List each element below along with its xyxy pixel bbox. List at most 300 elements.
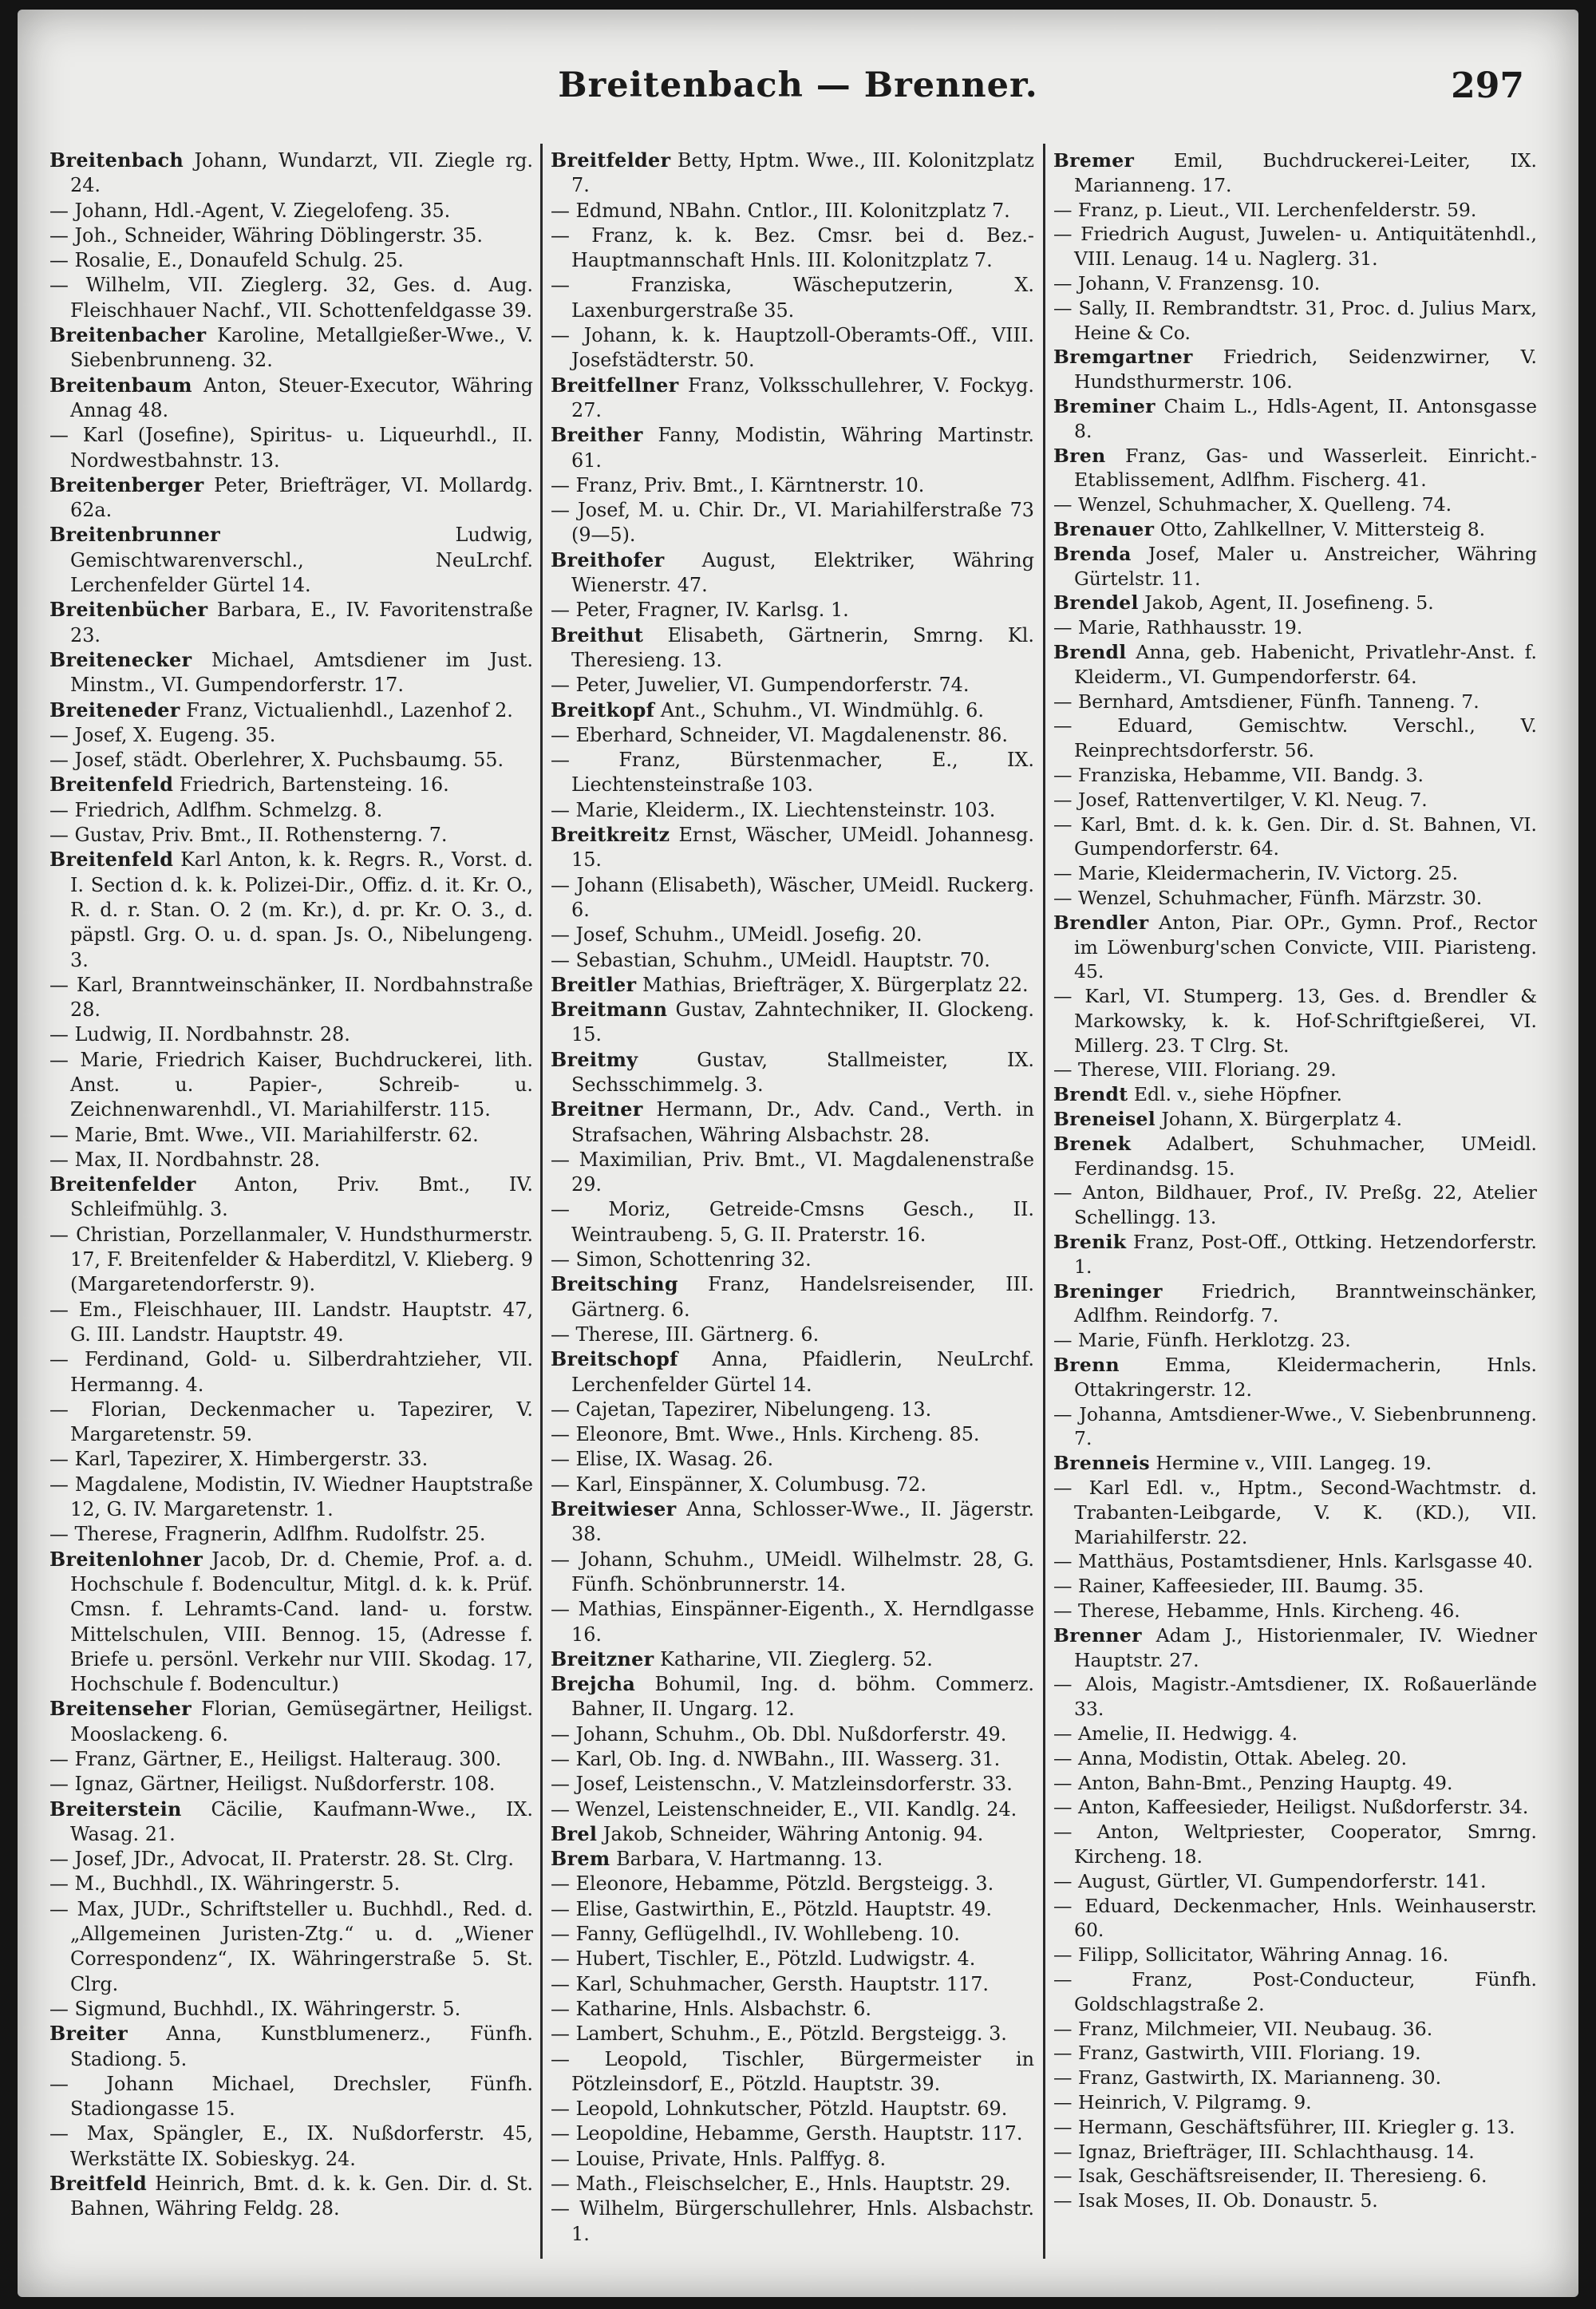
directory-entry <box>1053 1623 1537 1673</box>
directory-entry <box>551 1247 1034 1272</box>
directory-entry <box>1053 148 1537 198</box>
directory-entry <box>551 1347 1034 1398</box>
entry-text: — Johann, k. k. Hauptzoll-Oberamts-Off., VIII. Josefstädterstr. 50. <box>551 324 1034 372</box>
directory-entry <box>1053 640 1537 690</box>
directory-entry <box>551 2172 1034 2196</box>
directory-entry <box>551 1972 1034 1997</box>
entry-text: Jakob, Schneider, Währing Antonig. 94. <box>602 1822 984 1845</box>
directory-entry <box>1053 394 1537 444</box>
entry-surname: Breitenbaum <box>49 374 192 397</box>
directory-entry <box>49 2072 533 2122</box>
directory-entry <box>551 1722 1034 1747</box>
entry-text: Barbara, E., IV. Favoritenstraße 23. <box>70 599 533 646</box>
directory-entry <box>1053 1967 1537 2017</box>
entry-text: — Heinrich, V. Pilgramg. 9. <box>1053 2090 1312 2113</box>
directory-entry <box>49 648 533 698</box>
entry-text: — Filipp, Sollicitator, Währing Annag. 16. <box>1053 1943 1449 1967</box>
entry-text: — Franz, Gärtner, E., Heiligst. Halteraug. 300. <box>49 1748 502 1770</box>
directory-entry <box>551 1997 1034 2022</box>
directory-entry <box>49 598 533 648</box>
entry-text: — Franz, Gastwirth, IX. Marianneng. 30. <box>1053 2066 1442 2090</box>
entry-text: — M., Buchhdl., IX. Währingerstr. 5. <box>49 1872 401 1896</box>
directory-entry <box>1053 2066 1537 2090</box>
directory-entry <box>1053 1402 1537 1452</box>
entry-text: — Franziska, Wäscheputzerin, X. Laxenburgerstraße 35. <box>551 274 1034 322</box>
entry-text: — Rainer, Kaffeesieder, III. Baumg. 35. <box>1053 1575 1424 1598</box>
entry-text: — Max, II. Nordbahnstr. 28. <box>49 1148 321 1171</box>
directory-entry <box>49 1772 533 1797</box>
entry-text: — Wenzel, Schuhmacher, X. Quelleng. 74. <box>1053 493 1452 516</box>
entry-text: — Franz, Bürstenmacher, E., IX. Liechtensteinstraße 103. <box>551 749 1034 797</box>
entry-surname: Breitschopf <box>551 1348 678 1371</box>
entry-surname: Breiter <box>49 2022 128 2046</box>
column-3 <box>1053 148 1537 2256</box>
directory-entry <box>551 948 1034 973</box>
directory-entry <box>49 1522 533 1547</box>
directory-entry <box>49 1447 533 1472</box>
directory-entry <box>551 923 1034 947</box>
directory-entry <box>551 1872 1034 1896</box>
directory-entry <box>1053 788 1537 812</box>
directory-entry <box>1053 763 1537 788</box>
directory-entry <box>551 748 1034 798</box>
directory-entry <box>551 1272 1034 1323</box>
directory-entry <box>551 1097 1034 1148</box>
entry-surname: Brenneis <box>1053 1452 1150 1475</box>
directory-entry <box>551 1847 1034 1872</box>
entry-surname: Brenda <box>1053 542 1132 565</box>
entry-text: — Peter, Fragner, IV. Karlsg. 1. <box>551 599 849 622</box>
directory-entry <box>551 698 1034 723</box>
entry-text: Anna, Pfaidlerin, NeuLrchf. Lerchenfelder Gürtel 14. <box>571 1348 1034 1396</box>
entry-text: — Anton, Kaffeesieder, Heiligst. Nußdorferstr. 34. <box>1053 1796 1529 1819</box>
entry-text: — Marie, Friedrich Kaiser, Buchdruckerei, lith. Anst. u. Papier-, Schreib- u. Zeichnenwarenhdl., VI. Mariahilferstr. 115. <box>49 1048 533 1121</box>
directory-entry <box>49 1123 533 1148</box>
directory-entry <box>551 323 1034 374</box>
entry-text: — Leopoldine, Hebamme, Gersth. Hauptstr. 117. <box>551 2122 1023 2145</box>
directory-entry <box>49 2121 533 2172</box>
directory-entry <box>49 1022 533 1047</box>
entry-surname: Breitler <box>551 973 637 996</box>
directory-entry <box>551 1497 1034 1548</box>
entry-surname: Breiteneder <box>49 698 180 722</box>
column-rule <box>1043 144 1045 2259</box>
entry-text: — Marie, Kleiderm., IX. Liechtensteinstr. 103. <box>551 798 996 821</box>
directory-entry <box>551 473 1034 498</box>
entry-surname: Breitkopf <box>551 698 655 722</box>
entry-surname: Breitfellner <box>551 374 679 397</box>
directory-entry <box>49 223 533 248</box>
entry-text: — Karl, VI. Stumperg. 13, Ges. d. Brendler & Markowsky, k. k. Hof-Schriftgießerei, VI. Millerg. 23. T Clrg. St. <box>1053 985 1537 1057</box>
entry-text: — Max, JUDr., Schriftsteller u. Buchhdl., Red. d. „Allgemeinen Juristen-Ztg.“ u. d. „Wiener Correspondenz“, IX. Währingerstraße 5. St. Clrg. <box>49 1897 533 1995</box>
directory-entry <box>49 1172 533 1223</box>
directory-entry <box>551 2147 1034 2172</box>
directory-entry <box>551 1048 1034 1098</box>
entry-text: — Josef, M. u. Chir. Dr., VI. Mariahilferstraße 73 (9—5). <box>551 499 1034 547</box>
entry-text: — Karl, Tapezirer, X. Himbergerstr. 33. <box>49 1448 429 1471</box>
entry-text: Otto, Zahlkellner, V. Mittersteig 8. <box>1159 517 1486 540</box>
entry-text: Anton, Priv. Bmt., IV. Schleifmühlg. 3. <box>70 1173 533 1221</box>
entry-text: Ludwig, Gemischtwarenverschl., NeuLrchf. Lerchenfelder Gürtel 14. <box>70 524 533 597</box>
directory-entry <box>1053 1230 1537 1279</box>
entry-text: — Hermann, Geschäftsführer, III. Kriegler g. 13. <box>1053 2115 1515 2138</box>
directory-entry <box>1053 1058 1537 1082</box>
directory-entry <box>49 1747 533 1772</box>
entry-text: Adalbert, Schuhmacher, UMeidl. Ferdinandsg. 15. <box>1074 1132 1537 1180</box>
entry-surname: Brel <box>551 1822 598 1845</box>
entry-text: — Karl (Josefine), Spiritus- u. Liqueurhdl., II. Nordwestbahnstr. 13. <box>49 424 533 472</box>
directory-entry <box>1053 2041 1537 2066</box>
directory-entry <box>551 673 1034 698</box>
directory-entry <box>1053 517 1537 542</box>
directory-entry <box>1053 1549 1537 1574</box>
entry-text: — Josef, Schuhm., UMeidl. Josefig. 20. <box>551 923 922 947</box>
entry-text: Karl Anton, k. k. Regrs. R., Vorst. d. I. Section d. k. k. Polizei-Dir., Offiz. d. it. Kr. O., R. d. r. Stan. O. 2 (m. Kr.), d. pr. Kr. O. 3., d. päpstl. Grg. O. u. d. span. Js. O., Nibelungeng. 3. <box>70 848 533 971</box>
directory-entry <box>1053 1082 1537 1107</box>
directory-entry <box>1053 492 1537 517</box>
directory-entry <box>551 873 1034 923</box>
entry-text: — Friedrich August, Juwelen- u. Antiquitätenhdl., VIII. Lenaug. 14 u. Naglerg. 31. <box>1053 223 1537 271</box>
entry-text: — Ludwig, II. Nordbahnstr. 28. <box>49 1023 350 1046</box>
directory-entry <box>551 1647 1034 1672</box>
entry-text: — Karl, Branntweinschänker, II. Nordbahnstraße 28. <box>49 973 533 1022</box>
entry-text: — Anton, Weltpriester, Cooperator, Smrng. Kircheng. 18. <box>1053 1821 1537 1868</box>
entry-text: — Alois, Magistr.-Amtsdiener, IX. Roßauerlände 33. <box>1053 1673 1537 1721</box>
entry-text: — Franz, Gastwirth, VIII. Floriang. 19. <box>1053 2042 1421 2065</box>
entry-text: — Johanna, Amtsdiener-Wwe., V. Siebenbrunneng. 7. <box>1053 1402 1537 1450</box>
entry-surname: Breitenfeld <box>49 848 174 872</box>
entry-text: Karoline, Metallgießer-Wwe., V. Siebenbrunneng. 32. <box>70 324 533 372</box>
entry-surname: Breitenlohner <box>49 1548 203 1571</box>
directory-entry <box>1053 1328 1537 1353</box>
directory-entry <box>49 848 533 972</box>
directory-entry <box>1053 2140 1537 2165</box>
entry-surname: Breitenecker <box>49 648 192 671</box>
directory-entry <box>551 723 1034 748</box>
directory-entry <box>49 773 533 797</box>
directory-entry <box>49 973 533 1023</box>
directory-entry <box>49 199 533 223</box>
entry-text: — Franz, Milchmeier, VII. Neubaug. 36. <box>1053 2017 1433 2040</box>
entry-text: — Karl, Ob. Ing. d. NWBahn., III. Wasserg. 31. <box>551 1748 1001 1770</box>
entry-text: — Rosalie, E., Donaufeld Schulg. 25. <box>49 249 404 272</box>
entry-text: Fanny, Modistin, Währing Martinstr. 61. <box>571 424 1034 472</box>
directory-entry <box>551 1548 1034 1598</box>
directory-entry <box>1053 345 1537 394</box>
entry-text: Gustav, Stallmeister, IX. Sechsschimmelg. 3. <box>571 1048 1034 1096</box>
entry-text: Jakob, Agent, II. Josefineng. 5. <box>1144 591 1434 615</box>
entry-text: — Josef, städt. Oberlehrer, X. Puchsbaumg. 55. <box>49 749 504 772</box>
entry-text: Emma, Kleidermacherin, Hnls. Ottakringerstr. 12. <box>1074 1354 1537 1401</box>
directory-entry <box>1053 2115 1537 2140</box>
directory-entry <box>49 798 533 823</box>
directory-entry <box>1053 714 1537 763</box>
directory-entry <box>551 1473 1034 1497</box>
entry-text: — Max, Spängler, E., IX. Nußdorferstr. 45, Werkstätte IX. Sobieskyg. 24. <box>49 2122 533 2170</box>
entry-text: — Gustav, Priv. Bmt., II. Rothensterng. 7. <box>49 824 448 847</box>
entry-text: — Johann, Hdl.-Agent, V. Ziegelofeng. 35. <box>49 199 451 222</box>
entry-text: Peter, Briefträger, VI. Mollardg. 62a. <box>70 473 533 522</box>
directory-entry <box>1053 222 1537 271</box>
entry-text: — Wenzel, Schuhmacher, Fünfh. Märzstr. 30. <box>1053 886 1483 909</box>
entry-text: — Sebastian, Schuhm., UMeidl. Hauptstr. 70. <box>551 948 990 971</box>
directory-entry <box>551 623 1034 674</box>
entry-text: — Florian, Deckenmacher u. Tapezirer, V. Margaretenstr. 59. <box>49 1398 533 1446</box>
entry-text: — Louise, Private, Hnls. Palffyg. 8. <box>551 2147 887 2170</box>
directory-entry <box>49 273 533 323</box>
directory-entry <box>49 1473 533 1523</box>
entry-surname: Brenauer <box>1053 517 1155 540</box>
directory-entry <box>551 998 1034 1048</box>
directory-entry <box>551 1822 1034 1847</box>
entry-surname: Breitfeld <box>49 2173 148 2196</box>
directory-entry <box>1053 296 1537 346</box>
entry-text: — Karl Edl. v., Hptm., Second-Wachtmstr. d. Trabanten-Leibgarde, V. K. (KD.), VII. Mariahilferstr. 22. <box>1053 1477 1537 1548</box>
entry-text: Adam J., Historienmaler, IV. Wiedner Hauptstr. 27. <box>1074 1623 1537 1671</box>
directory-entry <box>49 248 533 273</box>
entry-surname: Brenek <box>1053 1132 1132 1155</box>
directory-entry <box>551 1148 1034 1198</box>
entry-surname: Breithofer <box>551 548 665 571</box>
directory-entry <box>551 1922 1034 1947</box>
directory-entry <box>49 1548 533 1698</box>
directory-entry <box>551 273 1034 323</box>
column-rule <box>540 144 543 2259</box>
entry-text: — Leopold, Tischler, Bürgermeister in Pötzleinsdorf, E., Pötzld. Hauptstr. 39. <box>551 2047 1034 2095</box>
directory-entry <box>1053 1869 1537 1894</box>
entry-surname: Breiterstein <box>49 1797 182 1821</box>
entry-text: Ant., Schuhm., VI. Windmühlg. 6. <box>660 698 984 722</box>
entry-surname: Breitmy <box>551 1048 638 1071</box>
entry-text: Franz, Handelsreisender, III. Gärtnerg. 6. <box>571 1273 1034 1321</box>
entry-text: — Therese, VIII. Floriang. 29. <box>1053 1058 1337 1081</box>
directory-entry <box>1053 2090 1537 2115</box>
entry-text: Franz, Post-Off., Ottking. Hetzendorferstr. 1. <box>1074 1231 1537 1278</box>
entry-text: Michael, Amtsdiener im Just. Minstm., VI. Gumpendorferstr. 17. <box>70 648 533 697</box>
entry-surname: Breitenbücher <box>49 599 208 622</box>
page-header <box>18 65 1578 121</box>
entry-surname: Breminer <box>1053 394 1156 417</box>
column-1 <box>49 148 533 2256</box>
entry-text: — Isak, Geschäftsreisender, II. Theresieng. 6. <box>1053 2165 1487 2188</box>
directory-entry <box>49 1897 533 1997</box>
entry-text: — Johann (Elisabeth), Wäscher, UMeidl. Ruckerg. 6. <box>551 873 1034 921</box>
entry-text: August, Elektriker, Währing Wienerstr. 47. <box>571 548 1034 597</box>
entry-surname: Breneisel <box>1053 1108 1156 1131</box>
entry-text: — Edmund, NBahn. Cntlor., III. Kolonitzplatz 7. <box>551 199 1010 222</box>
directory-entry <box>551 1772 1034 1797</box>
directory-entry <box>551 973 1034 998</box>
directory-entry <box>1053 271 1537 296</box>
entry-text: — Anton, Bildhauer, Prof., IV. Preßg. 22, Atelier Schellingg. 13. <box>1053 1181 1537 1229</box>
directory-entry <box>1053 1672 1537 1722</box>
entry-text: — Mathias, Einspänner-Eigenth., X. Herndlgasse 16. <box>551 1598 1034 1646</box>
directory-entry <box>551 374 1034 424</box>
entry-surname: Bren <box>1053 444 1106 467</box>
directory-entry <box>1053 1795 1537 1820</box>
entry-text: Anna, Schlosser-Wwe., II. Jägerstr. 38. <box>571 1498 1034 1546</box>
entry-text: — August, Gürtler, VI. Gumpendorferstr. 141. <box>1053 1869 1487 1892</box>
entry-text: — Johann, Schuhm., UMeidl. Wilhelmstr. 28, G. Fünfh. Schönbrunnerstr. 14. <box>551 1548 1034 1595</box>
entry-text: Katharine, VII. Zieglerg. 52. <box>660 1647 933 1670</box>
directory-entry <box>551 1797 1034 1822</box>
entry-text: Emil, Buchdruckerei-Leiter, IX. Marianneng. 17. <box>1074 149 1537 196</box>
entry-text: Gustav, Zahntechniker, II. Glockeng. 15. <box>571 998 1034 1046</box>
entry-surname: Breitenbrunner <box>49 524 221 547</box>
directory-entry <box>1053 1180 1537 1230</box>
directory-entry <box>49 1223 533 1298</box>
directory-entry <box>49 1347 533 1398</box>
entry-surname: Breitenberger <box>49 473 204 496</box>
entry-text: — Cajetan, Tapezirer, Nibelungeng. 13. <box>551 1398 932 1421</box>
entry-surname: Bremgartner <box>1053 346 1193 369</box>
directory-entry <box>49 423 533 473</box>
entry-text: — Christian, Porzellanmaler, V. Hundsthurmerstr. 17, F. Breitenfelder & Haberditzl, V. Klieberg. 9 (Margaretendorferstr. 9). <box>49 1223 533 1296</box>
entry-text: — Moriz, Getreide-Cmsns Gesch., II. Weintraubeng. 5, G. II. Praterstr. 16. <box>551 1198 1034 1246</box>
entry-text: — Karl, Schuhmacher, Gersth. Hauptstr. 117. <box>551 1972 989 1995</box>
directory-entry <box>1053 1279 1537 1329</box>
entry-text: — Ignaz, Briefträger, III. Schlachthausg. 14. <box>1053 2140 1475 2163</box>
entry-surname: Breitmann <box>551 998 668 1022</box>
directory-entry <box>1053 1574 1537 1599</box>
entry-text: — Eduard, Gemischtw. Verschl., V. Reinprechtsdorferstr. 56. <box>1053 714 1537 762</box>
entry-text: Barbara, V. Hartmanng. 13. <box>616 1848 883 1871</box>
entry-text: — Sally, II. Rembrandtstr. 31, Proc. d. Julius Marx, Heine & Co. <box>1053 296 1537 344</box>
entry-text: — Anton, Bahn-Bmt., Penzing Hauptg. 49. <box>1053 1771 1453 1794</box>
directory-entry <box>1053 984 1537 1058</box>
directory-entry <box>49 148 533 199</box>
entry-surname: Brendler <box>1053 911 1149 934</box>
entry-text: — Franz, Post-Conducteur, Fünfh. Goldschlagstraße 2. <box>1053 1967 1537 2015</box>
entry-text: Franz, Gas- und Wasserleit. Einricht.-Etablissement, Adlfhm. Fischerg. 41. <box>1074 444 1537 492</box>
entry-text: — Matthäus, Postamtsdiener, Hnls. Karlsgasse 40. <box>1053 1550 1534 1573</box>
entry-text: Elisabeth, Gärtnerin, Smrng. Kl. Theresieng. 13. <box>571 623 1034 671</box>
directory-entry <box>1053 812 1537 862</box>
directory-entry <box>551 1747 1034 1772</box>
directory-entry <box>1053 886 1537 911</box>
entry-surname: Brenn <box>1053 1354 1120 1377</box>
entry-text: — Fanny, Geflügelhdl., IV. Wohllebeng. 10. <box>551 1923 960 1946</box>
entry-text: — Therese, Hebamme, Hnls. Kircheng. 46. <box>1053 1599 1460 1623</box>
entry-text: — Marie, Bmt. Wwe., VII. Mariahilferstr. 62. <box>49 1123 479 1146</box>
directory-entry <box>1053 1132 1537 1181</box>
directory-entry <box>1053 444 1537 493</box>
directory-entry <box>49 374 533 424</box>
entry-text: — Katharine, Hnls. Alsbachstr. 6. <box>551 1997 871 2020</box>
entry-text: — Marie, Fünfh. Herklotzg. 23. <box>1053 1329 1351 1352</box>
entry-text: — Anna, Modistin, Ottak. Abeleg. 20. <box>1053 1746 1408 1769</box>
directory-entry <box>1053 198 1537 223</box>
directory-entry <box>1053 1107 1537 1132</box>
entry-text: — Peter, Juwelier, VI. Gumpendorferstr. 74. <box>551 674 970 697</box>
entry-text: — Johann, V. Franzensg. 10. <box>1053 271 1321 295</box>
running-head: Breitenbach — Brenner. <box>558 65 1038 105</box>
directory-entry <box>49 2172 533 2222</box>
entry-text: — Josef, Leistenschn., V. Matzleinsdorferstr. 33. <box>551 1773 1013 1796</box>
entry-text: Anton, Piar. OPr., Gymn. Prof., Rector im Löwenburg'schen Convicte, VIII. Piaristeng. 45. <box>1074 911 1537 983</box>
directory-page <box>18 10 1578 2297</box>
entry-text: — Wilhelm, Bürgerschullehrer, Hnls. Alsbachstr. 1. <box>551 2197 1034 2245</box>
entry-text: Hermann, Dr., Adv. Cand., Verth. in Strafsachen, Währing Alsbachstr. 28. <box>571 1098 1034 1146</box>
directory-entry <box>1053 1353 1537 1402</box>
entry-text: Anna, Kunstblumenerz., Fünfh. Stadiong. 5. <box>70 2022 533 2070</box>
entry-text: — Bernhard, Amtsdiener, Fünfh. Tanneng. 7. <box>1053 690 1479 713</box>
directory-entry <box>49 1398 533 1448</box>
directory-entry <box>551 1422 1034 1447</box>
entry-text: Cäcilie, Kaufmann-Wwe., IX. Wasag. 21. <box>70 1797 533 1845</box>
entry-surname: Breitner <box>551 1098 643 1121</box>
entry-surname: Brendel <box>1053 591 1139 615</box>
entry-surname: Brem <box>551 1848 610 1871</box>
directory-entry <box>1053 591 1537 615</box>
entry-text: — Johann Michael, Drechsler, Fünfh. Stadiongasse 15. <box>49 2072 533 2121</box>
directory-entry <box>551 223 1034 274</box>
directory-entry <box>49 748 533 773</box>
directory-entry <box>49 1148 533 1172</box>
directory-entry <box>49 1872 533 1896</box>
entry-surname: Breitzner <box>551 1647 654 1670</box>
directory-entry <box>1053 2164 1537 2188</box>
entry-text: Anton, Steuer-Executor, Währing Annag 48. <box>70 374 533 421</box>
directory-entry <box>551 798 1034 823</box>
directory-entry <box>1053 1746 1537 1771</box>
entry-text: — Therese, III. Gärtnerg. 6. <box>551 1323 820 1346</box>
entry-text: Franz, Victualienhdl., Lazenhof 2. <box>186 698 513 722</box>
entry-text: Friedrich, Branntweinschänker, Adlfhm. Reindorfg. 7. <box>1074 1279 1537 1327</box>
directory-entry <box>1053 690 1537 714</box>
entry-text: Betty, Hptm. Wwe., III. Kolonitzplatz 7. <box>571 149 1034 197</box>
entry-text: — Em., Fleischhauer, III. Landstr. Hauptstr. 47, G. III. Landstr. Hauptstr. 49. <box>49 1298 533 1346</box>
entry-surname: Breitenbacher <box>49 324 207 347</box>
entry-text: Josef, Maler u. Anstreicher, Währing Gürtelstr. 11. <box>1074 542 1537 590</box>
entry-text: — Franz, k. k. Bez. Cmsr. bei d. Bez.-Hauptmannschaft Hnls. III. Kolonitzplatz 7. <box>551 223 1034 272</box>
entry-surname: Breitenfelder <box>49 1173 196 1196</box>
entry-surname: Breithut <box>551 623 644 646</box>
entry-text: — Marie, Rathhausstr. 19. <box>1053 616 1303 639</box>
entry-text: — Marie, Kleidermacherin, IV. Victorg. 25. <box>1053 862 1459 885</box>
entry-text: — Eleonore, Bmt. Wwe., Hnls. Kircheng. 85. <box>551 1423 980 1446</box>
entry-text: Bohumil, Ing. d. böhm. Commerz. Bahner, II. Ungarg. 12. <box>571 1673 1034 1721</box>
entry-text: Edl. v., siehe Höpfner. <box>1133 1083 1342 1106</box>
directory-entry <box>1053 615 1537 640</box>
entry-text: — Simon, Schottenring 32. <box>551 1248 812 1271</box>
entry-text: — Hubert, Tischler, E., Pötzld. Ludwigstr. 4. <box>551 1947 976 1971</box>
directory-entry <box>49 323 533 374</box>
entry-text: — Joh., Schneider, Währing Döblingerstr. 35. <box>49 223 483 247</box>
entry-text: Johann, Wundarzt, VII. Ziegle rg. 24. <box>70 149 533 197</box>
entry-surname: Brenik <box>1053 1231 1127 1254</box>
entry-text: Heinrich, Bmt. d. k. k. Gen. Dir. d. St. Bahnen, Währing Feldg. 28. <box>70 2173 533 2220</box>
entry-text: — Ignaz, Gärtner, Heiligst. Nußdorferstr. 108. <box>49 1773 496 1796</box>
entry-text: — Magdalene, Modistin, IV. Wiedner Hauptstraße 12, G. IV. Margaretenstr. 1. <box>49 1473 533 1521</box>
entry-text: Florian, Gemüsegärtner, Heiligst. Mooslackeng. 6. <box>70 1698 533 1746</box>
directory-entry <box>551 2196 1034 2247</box>
directory-entry <box>49 1997 533 2022</box>
directory-entry <box>1053 911 1537 984</box>
directory-entry <box>551 1597 1034 1647</box>
directory-entry <box>551 498 1034 548</box>
entry-text: Ernst, Wäscher, UMeidl. Johannesg. 15. <box>571 824 1034 872</box>
entry-surname: Brendt <box>1053 1083 1128 1106</box>
entry-text: — Amelie, II. Hedwigg. 4. <box>1053 1722 1298 1745</box>
entry-text: — Johann, Schuhm., Ob. Dbl. Nußdorferstr. 49. <box>551 1722 1007 1746</box>
entry-text: Jacob, Dr. d. Chemie, Prof. a. d. Hochschule f. Bodencultur, Mitgl. d. k. k. Prüf. Cmsn. f. Lehramts-Cand. land- u. forstw. Mittelschulen, VIII. Bennog. 15, (Adresse f. Briefe u. persönl. Verkehr nur VIII. Skodag. 17, Hochschule f. Bodencultur.) <box>70 1548 533 1696</box>
entry-text: — Eleonore, Hebamme, Pötzld. Bergsteigg. 3. <box>551 1872 994 1896</box>
entry-text: — Lambert, Schuhm., E., Pötzld. Bergsteigg. 3. <box>551 2022 1007 2046</box>
directory-entry <box>551 148 1034 199</box>
directory-entry <box>1053 542 1537 591</box>
entry-surname: Breitsching <box>551 1273 678 1296</box>
